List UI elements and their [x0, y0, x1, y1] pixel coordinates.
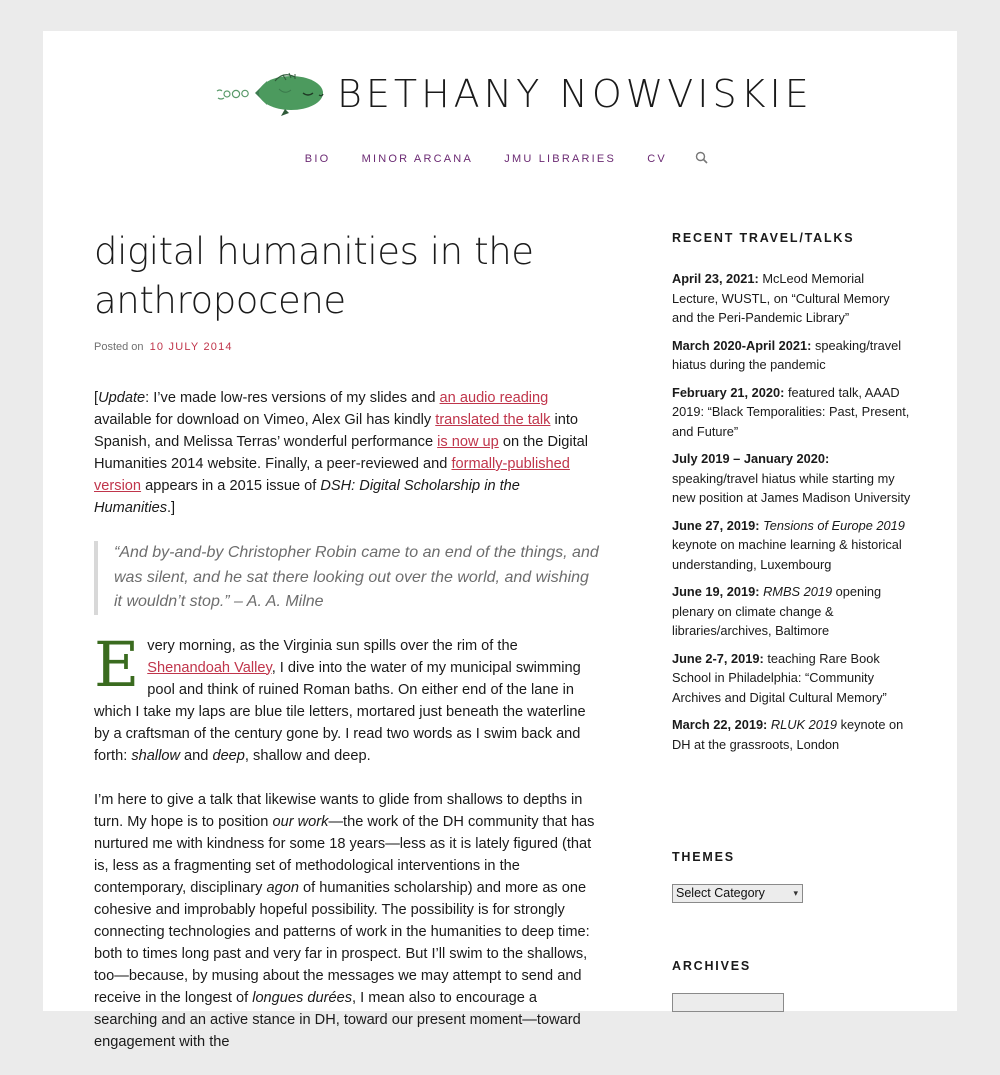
shenandoah-valley-link[interactable]: Shenandoah Valley	[147, 659, 272, 676]
sidebar	[672, 231, 912, 973]
talk-item	[672, 336, 912, 375]
p2-em-longues-durees: longues durées	[252, 989, 353, 1006]
update-open: [	[94, 390, 99, 406]
p1-text-1: very morning, as the Virginia sun spills over the rim of the	[147, 637, 518, 654]
p2-text-4: , I mean also to encourage a searching and an active stance in DH, toward our present moment—toward engagement with the	[94, 989, 581, 1050]
talk-event: RLUK 2019	[770, 717, 838, 732]
page-card	[43, 31, 957, 1050]
milne-quote: “And by-and-by Christopher Robin came to an end of the things, and was silent, and he sat there looking out over the world, and wishing it wouldn’t stop.” – A. A. Milne	[94, 541, 599, 615]
talk-date: March 2020-April 2021:	[672, 337, 812, 353]
talk-event: Tensions of Europe 2019	[763, 517, 905, 533]
talk-date: April 23, 2021:	[672, 271, 759, 286]
talks-list	[672, 269, 912, 754]
nav-item-jmu-libraries[interactable]: JMU LIBRARIES	[504, 152, 616, 165]
site-branding[interactable]	[215, 67, 813, 117]
talk-date: June 19, 2019:	[672, 584, 760, 599]
talk-date: February 21, 2020:	[672, 384, 785, 400]
talk-date: June 27, 2019:	[672, 517, 760, 533]
talk-date: July 2019 – January 2020:	[672, 451, 830, 466]
p1-em-deep: deep	[212, 747, 245, 764]
drop-cap: E	[94, 627, 140, 701]
update-text-3: into Spanish, and Melissa Terras’ wonderful performance	[94, 412, 579, 450]
category-select[interactable]	[672, 884, 803, 903]
p1-em-shallow: shallow	[131, 747, 180, 764]
p2-text-3: of humanities scholarship) and more as one cohesive and improbably hopeful possibility. The possibility is for strongly connecting technologies and patterns of work in the humanities to deep time: both to times long past and very far in prospect. But I’ll swim to the shallows, too—because, by musing about the messages we may attempt to send and receive in the longest of	[94, 879, 590, 1006]
post-date-link[interactable]: 10 JULY 2014	[149, 341, 233, 353]
archives-select[interactable]	[672, 993, 784, 1012]
nav-item-bio[interactable]: BIO	[304, 152, 331, 165]
now-up-link[interactable]: is now up	[437, 434, 499, 450]
posted-on-label: Posted on	[94, 341, 144, 353]
talk-item	[672, 582, 912, 641]
talk-item	[672, 449, 912, 508]
formally-published-link[interactable]: formally-published version	[94, 456, 570, 494]
talk-date: June 2-7, 2019:	[672, 650, 764, 666]
nav-item-minor-arcana[interactable]: MINOR ARCANA	[361, 152, 473, 165]
recent-talks-title: RECENT TRAVEL/TALKS	[672, 231, 855, 245]
talk-text: speaking/travel hiatus during the pandemic	[672, 337, 902, 372]
post-meta	[94, 341, 599, 353]
talk-text: teaching Rare Book School in Philadelphia: “Community Archives and Digital Cultural Memory”	[672, 650, 887, 705]
talk-item	[672, 269, 912, 328]
talk-text-after: keynote on DH at the grassroots, London	[672, 717, 904, 752]
search-icon[interactable]	[695, 151, 708, 167]
fish-logo-icon	[215, 67, 329, 117]
paragraph-2	[94, 789, 599, 1053]
talk-text: McLeod Memorial Lecture, WUSTL, on “Cultural Memory and the Peri-Pandemic Library”	[672, 271, 890, 325]
p2-text-1: I’m here to give a talk that likewise wants to glide from shallows to depths in turn. My hope is to position	[94, 791, 583, 830]
paragraph-1	[94, 627, 599, 767]
talk-item	[672, 516, 912, 575]
p2-text-2: —the work of the DH community that has nurtured me with kindness for some 18 years—less as it is lately figured (that is, less as a fragmenting set of methodological interventions in the contemporary, disciplinary	[94, 813, 595, 896]
archives-title: ARCHIVES	[672, 959, 751, 973]
talk-event: RMBS 2019	[763, 584, 833, 599]
archives-widget	[672, 959, 784, 1012]
talk-text: speaking/travel hiatus while starting my new position at James Madison University	[672, 470, 911, 505]
p1-text-3: and	[179, 747, 213, 764]
themes-title: THEMES	[672, 850, 735, 864]
update-text-4: on the Digital Humanities 2014 website. Finally, a peer-reviewed and	[94, 434, 589, 472]
talk-item	[672, 715, 912, 754]
p1-text-4: , shallow and deep.	[244, 747, 371, 764]
article	[94, 227, 599, 1075]
update-word: Update	[98, 390, 146, 406]
talk-text-after: opening plenary on climate change & libraries/archives, Baltimore	[672, 584, 882, 638]
talk-item	[672, 383, 912, 442]
journal-title: DSH: Digital Scholarship in the Humanities	[94, 478, 520, 516]
category-select-value: Select Category	[676, 886, 765, 900]
p2-em-our-work: our work	[272, 813, 329, 830]
update-paragraph	[94, 387, 599, 519]
post-title: digital humanities in the anthropocene	[94, 230, 534, 322]
update-text-5: appears in a 2015 issue of	[141, 478, 321, 494]
chevron-down-icon: ▾	[793, 888, 798, 898]
themes-widget	[672, 850, 803, 903]
update-close: .]	[167, 500, 176, 516]
p1-text-2: , I dive into the water of my municipal swimming pool and think of ruined Roman baths. On either end of the lane in which I take my laps are blue tile letters, mortared just beneath the waterline by a craftsman of the century gone by. I read two words as I swim back and forth:	[94, 659, 586, 764]
update-text-2: available for download on Vimeo, Alex Gil has kindly	[94, 412, 436, 428]
talk-date: March 22, 2019:	[672, 717, 768, 732]
main-nav	[43, 151, 957, 167]
talk-text-after: keynote on machine learning & historical understanding, Luxembourg	[672, 537, 902, 572]
nav-item-cv[interactable]: CV	[647, 152, 667, 165]
talk-text: featured talk, AAAD 2019: “Black Temporalities: Past, Present, and Future”	[672, 384, 910, 439]
update-text-1: : I’ve made low-res versions of my slides and	[145, 390, 440, 406]
talk-item	[672, 649, 912, 708]
audio-reading-link[interactable]: an audio reading	[439, 390, 549, 406]
p2-em-agon: agon	[266, 879, 299, 896]
site-title[interactable]: BETHANY NOWVISKIE	[337, 72, 813, 116]
translated-talk-link[interactable]: translated the talk	[435, 412, 551, 428]
